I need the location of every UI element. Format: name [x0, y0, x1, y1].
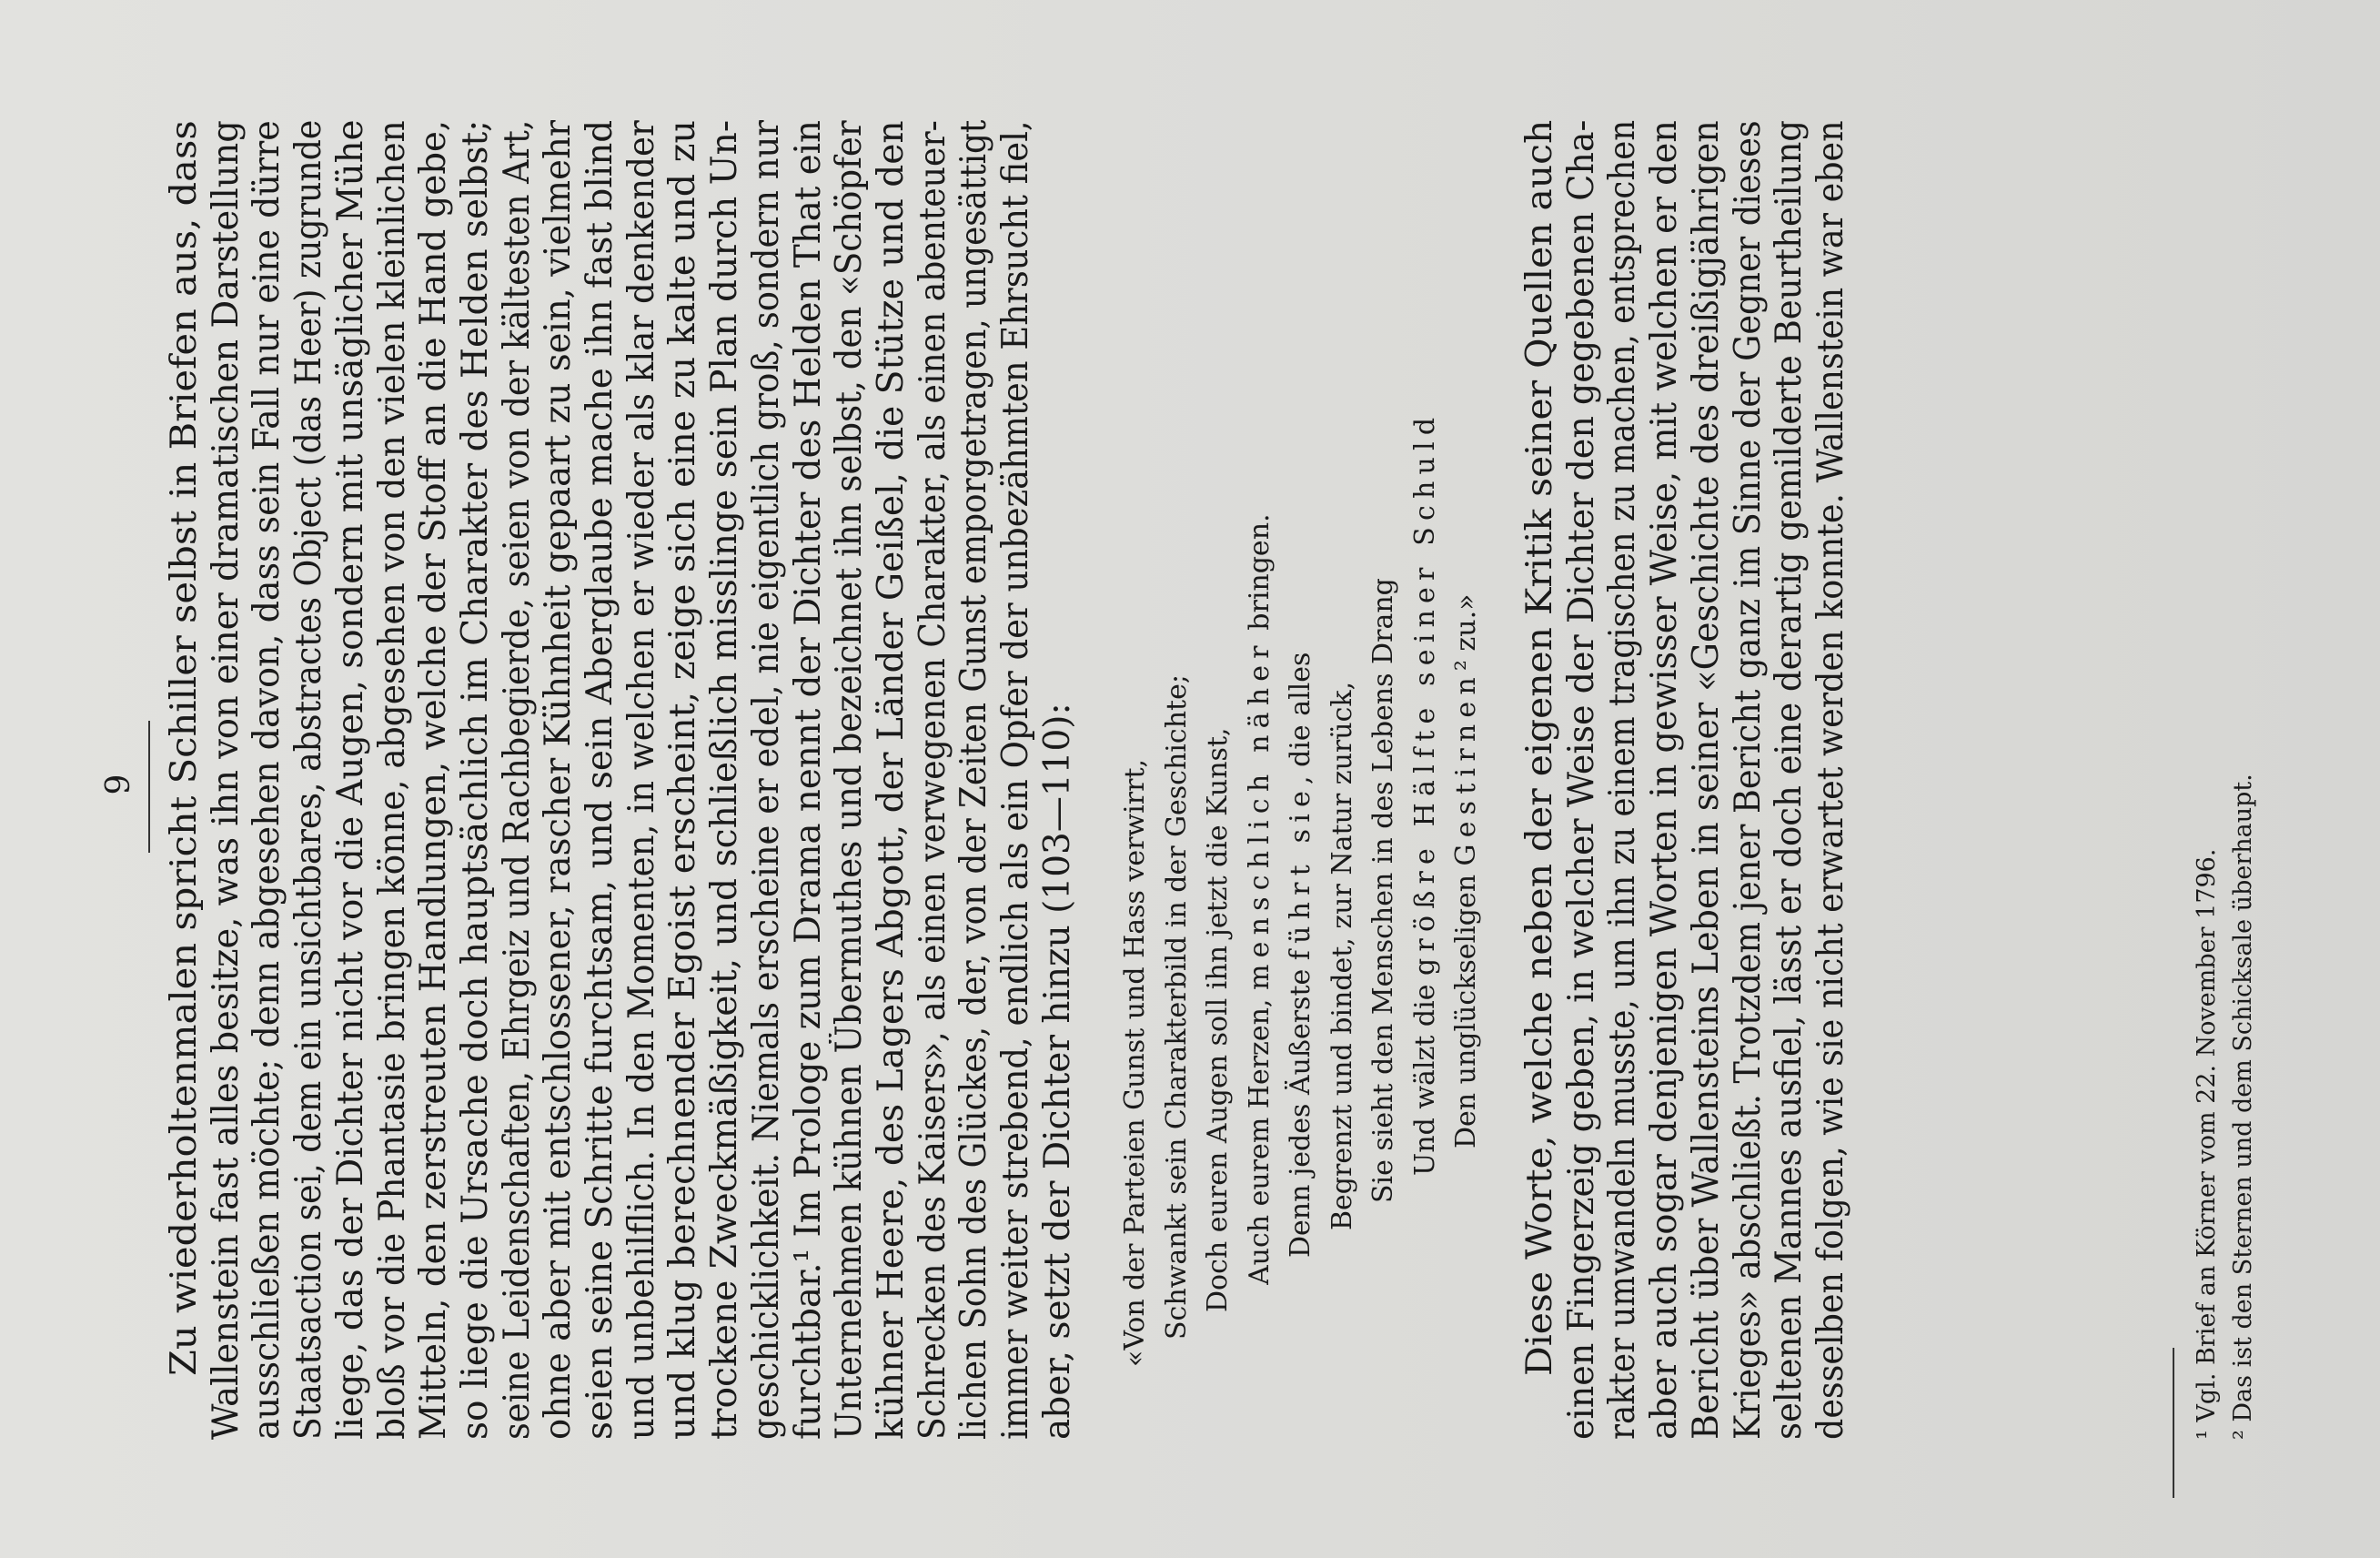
body-line-text: und klug berechnender Egoist erscheint, zeige sich eine zu kalte und zu: [662, 120, 704, 1440]
verse-spaced-emphasis: führt sie: [1285, 784, 1316, 961]
body-line: [1037, 703, 1078, 1440]
verse-text: Schwankt sein Charakterbild in der Geschichte;: [1160, 674, 1193, 1340]
verse-spaced-emphasis: menschlich näher: [1243, 639, 1276, 990]
body-line-text: Diese Worte, welche neben der eigenen Kritik seiner Quellen auch: [1519, 119, 1560, 1376]
body-line-text: so liege die Ursache doch hauptsächlich im Charakter des Helden selbst;: [454, 119, 496, 1440]
body-line: [497, 120, 538, 1440]
verse-text-after: bringen.: [1243, 513, 1276, 640]
verse-line: [1367, 578, 1399, 1203]
footnote-rule: [2173, 1348, 2174, 1498]
body-line: [206, 120, 247, 1440]
body-line-text: lichen Sohn des Glückes, der, von der Zeiten Gunst emporgetragen, ungesättigt: [953, 119, 995, 1440]
body-line-text: immer weiter strebend, endlich als ein Opfer der unbezähmten Ehrsucht fiel,: [995, 120, 1036, 1440]
body-line-text: kühner Heere, des Lagers Abgott, der Länder Geißel, die Stütze und den: [870, 120, 912, 1440]
body-line: [1561, 120, 1602, 1440]
verse-line: [1161, 674, 1193, 1340]
verse-text: Denn jedes Äußerste: [1285, 960, 1316, 1258]
verse-line: [1409, 411, 1441, 1176]
footnote-line: [2193, 849, 2221, 1440]
verse-text: «Von der Parteien Gunst und Hass verwirrt,: [1119, 758, 1151, 1367]
verse-text: Sie sieht den Menschen in des Lebens Drang: [1367, 578, 1399, 1203]
body-line: [580, 120, 620, 1440]
body-line-text: geschicklichkeit. Niemals erscheine er edel, nie eigentlich groß, sondern nur: [745, 119, 787, 1440]
body-line: [1728, 120, 1769, 1440]
body-line-text: Staatsaction sei, dem ein unsichtbares, abstractes Object (das Heer) zugrunde: [288, 119, 330, 1440]
verse-line: [1244, 513, 1276, 1285]
body-line: [871, 120, 912, 1440]
body-line-text: seien seine Schritte furchtsam, und sein Aberglaube mache ihn fast blind: [580, 119, 620, 1440]
verse-text: Und wälzt die: [1408, 976, 1441, 1176]
body-line-text: rakter umwandeln musste, um ihn zu einem tragischen zu machen, entsprechen: [1602, 119, 1644, 1440]
body-line: [247, 120, 287, 1440]
verse-line: [1285, 653, 1316, 1258]
footnote-line: [2229, 774, 2257, 1440]
body-line: [662, 120, 703, 1440]
body-line-text: trockene Zweckmäßigkeit, und schließlich misslinge sein Plan durch Un-: [704, 119, 746, 1440]
verse-text: Den unglückseligen: [1450, 865, 1482, 1148]
body-line: [1519, 120, 1560, 1376]
body-line: [1810, 120, 1851, 1440]
body-line: [330, 120, 371, 1440]
footnote-line-text: ² Das ist den Sternen und dem Schicksale überhaupt.: [2229, 774, 2257, 1440]
body-line: [538, 120, 579, 1440]
body-line-text: aber auch sogar denjenigen Worten in gewisser Weise, mit welchen er den: [1644, 120, 1686, 1440]
body-line: [288, 120, 329, 1440]
body-line: [1602, 120, 1643, 1440]
body-line: [704, 120, 745, 1440]
verse-line: [1119, 759, 1151, 1367]
body-line-text: aber, setzt der Dichter hinzu (103—110):: [1036, 703, 1078, 1440]
body-line-text: Mitteln, den zerstreuten Handlungen, welche der Stoff an die Hand gebe,: [413, 119, 455, 1440]
body-line-text: Wallenstein fast alles besitze, was ihn von einer dramatischen Darstellung: [205, 120, 247, 1440]
body-line: [746, 120, 787, 1440]
body-line: [995, 120, 1036, 1440]
header-rule: [148, 721, 150, 853]
verse-text: Begrenzt und bindet, zur Natur zurück,: [1326, 681, 1358, 1230]
footnote-line-text: ¹ Vgl. Brief an Körner vom 22. November 1796.: [2193, 848, 2221, 1440]
page-number: 9: [100, 774, 137, 795]
body-line-text: Bericht über Wallensteins Leben in seiner «Geschichte des dreißigjährigen: [1685, 120, 1727, 1440]
body-line-text: Unternehmen kühnen Übermuthes und bezeichnet ihn selbst, den «Schöpfer: [829, 120, 871, 1440]
body-line-text: ausschließen möchte; denn abgesehen davon, dass sein Fall nur eine dürre: [247, 120, 288, 1440]
body-line: [1644, 120, 1685, 1440]
body-line-text: Krieges» abschließt. Trotzdem jener Bericht ganz im Sinne der Gegner dieses: [1727, 120, 1769, 1440]
body-line-text: seine Leidenschaften, Ehrgeiz und Rachbegierde, seien von der kältesten Art,: [496, 119, 538, 1440]
verse-text-after: ² zu.»: [1450, 593, 1482, 672]
body-line: [413, 120, 454, 1440]
body-line-text: bloß vor die Phantasie bringen könne, abgesehen von den vielen kleinlichen: [371, 120, 413, 1440]
verse-text: Auch eurem Herzen,: [1243, 989, 1276, 1285]
body-line: [372, 120, 413, 1440]
body-line: [164, 120, 205, 1376]
body-line-text: und unbehilflich. In den Momenten, in welchen er wieder als klar denkender: [620, 120, 662, 1440]
verse-line: [1450, 594, 1482, 1148]
body-line-text: liege, das der Dichter nicht vor die Augen, sondern mit unsäglicher Mühe: [329, 119, 371, 1440]
verse-line: [1202, 727, 1234, 1312]
verse-spaced-emphasis: größre Hälfte seiner Schuld: [1408, 410, 1441, 976]
verse-spaced-emphasis: Gestirnen: [1450, 671, 1482, 866]
body-line: [1686, 120, 1727, 1440]
verse-text-after: , die alles: [1285, 652, 1316, 784]
verse-text: Doch euren Augen soll ihn jetzt die Kunst,: [1202, 727, 1234, 1312]
body-line: [829, 120, 870, 1440]
body-line-text: Schrecken des Kaisers», als einen verwegenen Charakter, als einen abenteuer-: [912, 120, 953, 1440]
body-line-text: seltenen Mannes ausfiel, lässt er doch eine derartig gemilderte Beurtheilung: [1769, 120, 1810, 1440]
body-line-text: ohne aber mit entschlossener, rascher Kühnheit gepaart zu sein, vielmehr: [538, 119, 580, 1440]
body-line: [1769, 120, 1810, 1440]
body-line-text: Zu wiederholtenmalen spricht Schiller selbst in Briefen aus, dass: [164, 120, 205, 1376]
body-line: [621, 120, 662, 1440]
body-line: [455, 120, 496, 1440]
body-line: [788, 120, 829, 1440]
body-line-text: einen Fingerzeig geben, in welcher Weise der Dichter den gegebenen Cha-: [1560, 119, 1602, 1440]
body-line-text: furchtbar.¹ Im Prologe zum Drama nennt der Dichter des Helden That ein: [787, 120, 829, 1440]
body-line-text: desselben folgen, wie sie nicht erwartet werden konnte. Wallenstein war eben: [1810, 120, 1851, 1440]
verse-line: [1326, 682, 1358, 1230]
body-line: [913, 120, 953, 1440]
body-line: [953, 120, 994, 1440]
